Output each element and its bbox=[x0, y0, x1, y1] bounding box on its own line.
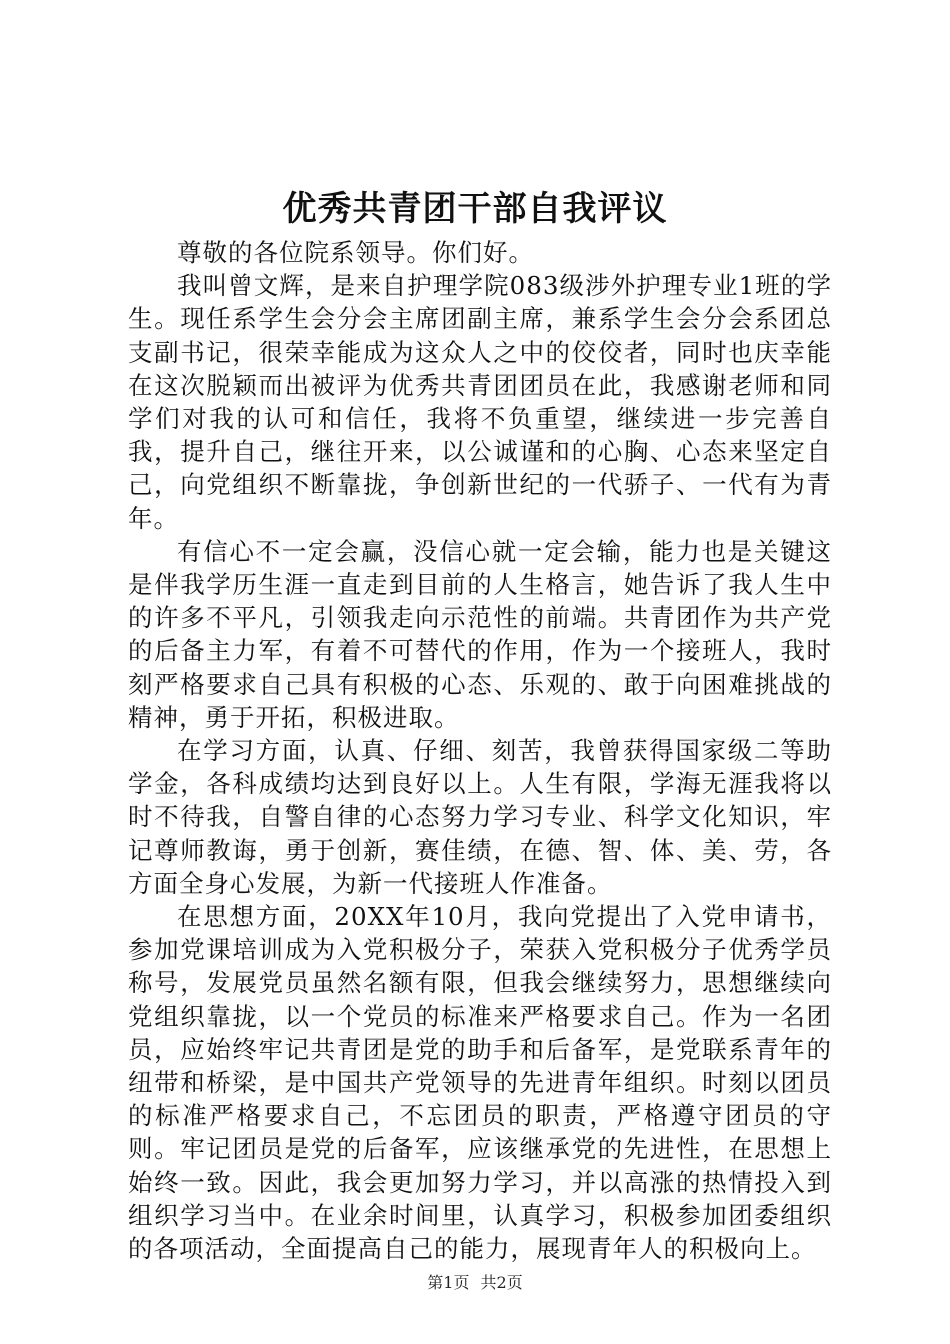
document-body bbox=[128, 236, 832, 1265]
page-footer bbox=[0, 1270, 950, 1293]
greeting-paragraph: 尊敬的各位院系领导。你们好。 bbox=[177, 238, 534, 267]
document-title: 优秀共青团干部自我评议 bbox=[282, 189, 668, 229]
study-paragraph: 在学习方面，认真、仔细、刻苦，我曾获得国家级二等助学金，各科成绩均达到良好以上。人生有限，学海无涯我将以时不待我，自警自律的心态努力学习专业、科学文化知识，牢记尊师教诲，勇于创新，赛佳绩，在德、智、体、美、劳，各方面全身心发展，为新一代接班人作准备。 bbox=[128, 736, 832, 898]
page-total: 共2页 bbox=[480, 1273, 523, 1292]
page-number: 第1页 bbox=[427, 1273, 470, 1292]
introduction-paragraph: 我叫曾文辉，是来自护理学院083级涉外护理专业1班的学生。现任系学生会分会主席团副主席，兼系学生会分会系团总支副书记，很荣幸能成为这众人之中的佼佼者，同时也庆幸能在这次脱颖而出被评为优秀共青团团员在此，我感谢老师和同学们对我的认可和信任，我将不负重望，继续进一步完善自我，提升自己，继往开来，以公诚谨和的心胸、心态来坚定自己，向党组织不断靠拢，争创新世纪的一代骄子、一代有为青年。 bbox=[128, 271, 832, 533]
motto-paragraph: 有信心不一定会赢，没信心就一定会输，能力也是关键这是伴我学历生涯一直走到目前的人生格言，她告诉了我人生中的许多不平凡，引领我走向示范性的前端。共青团作为共产党的后备主力军，有着不可替代的作用，作为一个接班人，我时刻严格要求自己具有积极的心态、乐观的、敢于向困难挑战的精神，勇于开拓，积极进取。 bbox=[128, 536, 832, 732]
ideology-paragraph: 在思想方面，20XX年10月，我向党提出了入党申请书，参加党课培训成为入党积极分子，荣获入党积极分子优秀学员称号，发展党员虽然名额有限，但我会继续努力，思想继续向党组织靠拢，以一个党员的标准来严格要求自己。作为一名团员，应始终牢记共青团是党的助手和后备军，是党联系青年的纽带和桥梁，是中国共产党领导的先进青年组织。时刻以团员的标准严格要求自己，不忘团员的职责，严格遵守团员的守则。牢记团员是党的后备军，应该继承党的先进性，在思想上始终一致。因此，我会更加努力学习，并以高涨的热情投入到组织学习当中。在业余时间里，认真学习，积极参加团委组织的各项活动，全面提高自己的能力，展现青年人的积极向上。 bbox=[128, 902, 832, 1264]
